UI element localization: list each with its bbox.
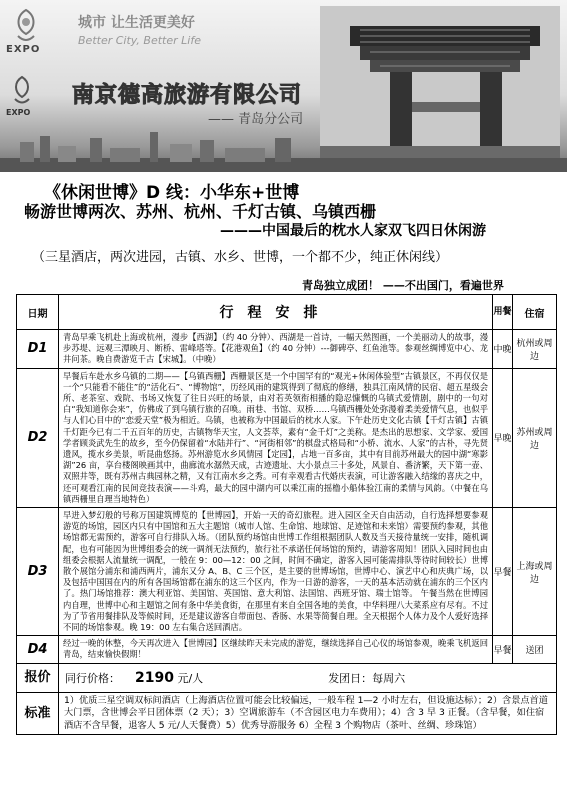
day-stay: 上海或周边 [513, 508, 557, 636]
day-label: D2 [17, 368, 59, 507]
standard-description: 1）优质三星空调双标间酒店（上海酒店位置可能会比较偏远，一般车程 1—2 小时左右，但设施达标）；2）含景点首道大门票，含世博会平日团体票（2 天）；3）空调旅游车（不含园区电力车费用）；4）含 3 早 3 正餐。（含早餐，如住宿酒店不含早餐，退客人 5 元/人天餐费）5）优秀导游服务 6）全程 3 个购物店（茶叶、丝绸、珍珠馆） [59, 692, 557, 734]
title-line-1: 《休闲世博》D 线：小华东+世博 [44, 183, 300, 203]
day-label: D1 [17, 330, 59, 369]
slogan-english: Better City, Better Life [78, 34, 201, 47]
table-row [17, 636, 557, 663]
day-meal: 早餐 [493, 508, 513, 636]
slogan-chinese: 城市 让生活更美好 [78, 15, 195, 31]
header-banner [0, 0, 567, 172]
price-cell [59, 663, 557, 692]
expo-logo-small-icon [8, 74, 36, 108]
city-skyline-image [0, 128, 567, 172]
subtitle-features: （三星酒店，两次进园，古镇、水乡、世博，一个都不少，纯正休闲线） [32, 250, 449, 265]
price-unit: 元/人 [177, 671, 204, 685]
day-label: D3 [17, 508, 59, 636]
header-stay: 住宿 [513, 295, 557, 330]
departure-day: 发团日：每周六 [328, 671, 406, 685]
day-description: 早餐后车赴水乡乌镇的二期——【乌镇西栅】西栅景区是一个中国罕有的“观光+休闲体验型”古镇景区，不再仅仅是一个“只能看不能住”的“活化石”、“博物馆”，历经风雨的建筑得到了彻底的修缮，独具江南风情的民宿、超五星级会所、老茶室、戏院、书场又恢复了往日兴旺的场景，由对若英领衔相播的隐忍慷慨的乌镇式爱情剧，剧中的一句对白“我知道你会来”，仿佛成了到乌镇行旅的召唤。雨巷、书馆、双桥……乌镇西栅处处弥漫着柔美爱情气息，也似乎与人们心目中的“恋爱天堂”极为相近。乌镇，也被称为中国最后的枕水人家。下午赴历史文化古镇【千灯古镇】古镇千灯距今已有二千五百年的历史，古镇物华天宝，人文荟萃，素有“金千灯”之美称。是杰出的思想家、文学家、爱国学者顾炎武先生的故乡，至今仍保留着“水陆并行”、“河街相邻”的棋盘式格局和“小桥、流水、人家”的古朴，寻先贤遗风，揽水乡美景，听昆曲悠扬。苏州游览水乡风情园【定园】，占地一百多亩，其中有目前苏州最大的园中湖“寒影湖”26 亩，享台楼阁映画其中，曲廊流水潺然天成，古迹遗址、大小景点三十多处，风景自、番济繁，天下第一壶、双照井等，既有苏州古典园林之精，又有江南水乡之秀。可有幸观看古代婚庆表演，可让游客融入结缘的喜庆之中，还可观看江南的民间竞技表演——斗鸡，最大的园中湖内可以乘江南的摇橹小船体验江南的柔情与风韵。（中餐在乌镇西栅里自理当地特色） [59, 368, 493, 507]
price-amount: 2190 [135, 669, 174, 686]
day-label: D4 [17, 636, 59, 663]
day-meal: 早晚 [493, 368, 513, 507]
header-meal: 用餐 [493, 295, 513, 330]
price-row [17, 663, 557, 692]
expo-logo-icon [8, 6, 44, 46]
header-date: 日期 [17, 295, 59, 330]
day-description: 青岛早乘飞机赴上海或杭州，漫步【西湖】（约 40 分钟）、西湖是一首诗，一幅天然图画，一个美丽动人的故事，漫步苏堤、远观三潭映月、断桥、雷峰塔等。【花港观鱼】（约 40 分钟）---御碑亭、红鱼池等。参观丝绸博览中心、龙井问茶。晚自费游览千古【宋城】。（中晚） [59, 330, 493, 369]
table-header-row [17, 295, 557, 330]
expo-label: EXPO [6, 44, 41, 55]
itinerary-table [16, 294, 557, 735]
day-stay: 苏州或周边 [513, 368, 557, 507]
price-label: 报价 [17, 663, 59, 692]
agency-branch: —— 青岛分公司 [208, 112, 304, 127]
agency-name: 南京德高旅游有限公司 [72, 83, 303, 108]
day-meal: 早餐 [493, 636, 513, 663]
day-meal: 中晚 [493, 330, 513, 369]
title-line-2: 畅游世博两次、苏州、杭州、千灯古镇、乌镇西栅 [24, 202, 377, 221]
title-line-3: ———中国最后的枕水人家双飞四日休闲游 [220, 223, 486, 239]
standard-label: 标准 [17, 692, 59, 734]
tagline: 青岛独立成团！ ——不出国门，看遍世界 [302, 279, 504, 292]
expo-label-small: EXPO [6, 108, 31, 117]
day-stay: 杭州或周边 [513, 330, 557, 369]
table-row [17, 368, 557, 507]
table-row [17, 330, 557, 369]
day-description: 早进入梦幻般的号称万国建筑博览的【世博园】，开始一天的奇幻旅程。进入园区全天自由活动，自行选择想要参观游览的场馆，园区内只有中国馆和五大主题馆（城市人馆、生命馆、地球馆、足迹馆和未来馆）需要预约参观，其他场馆都无需预约，游客可自行排队入场。（团队预约场馆由世博工作组根据团队人数及当天接待量统一安排，随机调配，也有可能因为世博组委会的统一调剂无法预约，旅行社不承诺任何场馆的预约，请游客周知！团队入园时间也由组委会根据人流量统一调配，一般在 9：00—12：00 之间，时间不确定，游客入园可能需排队等待时间较长）世博散个展馆分浦东和浦西两片，浦东又分 A、B、C 三个区，是主要的世博场馆，世博中心、演艺中心和庆典广场，以及包括中国国在内的所有各国场馆都在浦东的这三个区内，作为一日游的游客，一天的基本活动就在浦东的三个区内了。热门场馆推荐：澳大利亚馆、美国馆、英国馆、意大利馆、法国馆、西班牙馆、瑞士馆等。 午餐当然在世博园内自理，世博中心和主题馆之间有条中华美食街，在那里有来自全国各地的美食，中华料理八大菜系应有尽有。不过为了节省用餐排队及等候时间，还是建议游客自带面包、香肠、水果等简餐自理。全天根据个人体力及个人爱好选择不同的场馆参观。晚 19：00 左右集合送回酒店。 [59, 508, 493, 636]
day-stay: 送团 [513, 636, 557, 663]
day-description: 经过一晚的休整，今天再次进入【世博园】区继续昨天未完成的游览，继续选择自己心仪的场馆参观，晚乘飞机返回青岛，结束愉快假期！ [59, 636, 493, 663]
price-prefix: 同行价格： [65, 671, 120, 685]
standard-row [17, 692, 557, 734]
header-schedule: 行程安排 [59, 295, 493, 330]
table-row [17, 508, 557, 636]
